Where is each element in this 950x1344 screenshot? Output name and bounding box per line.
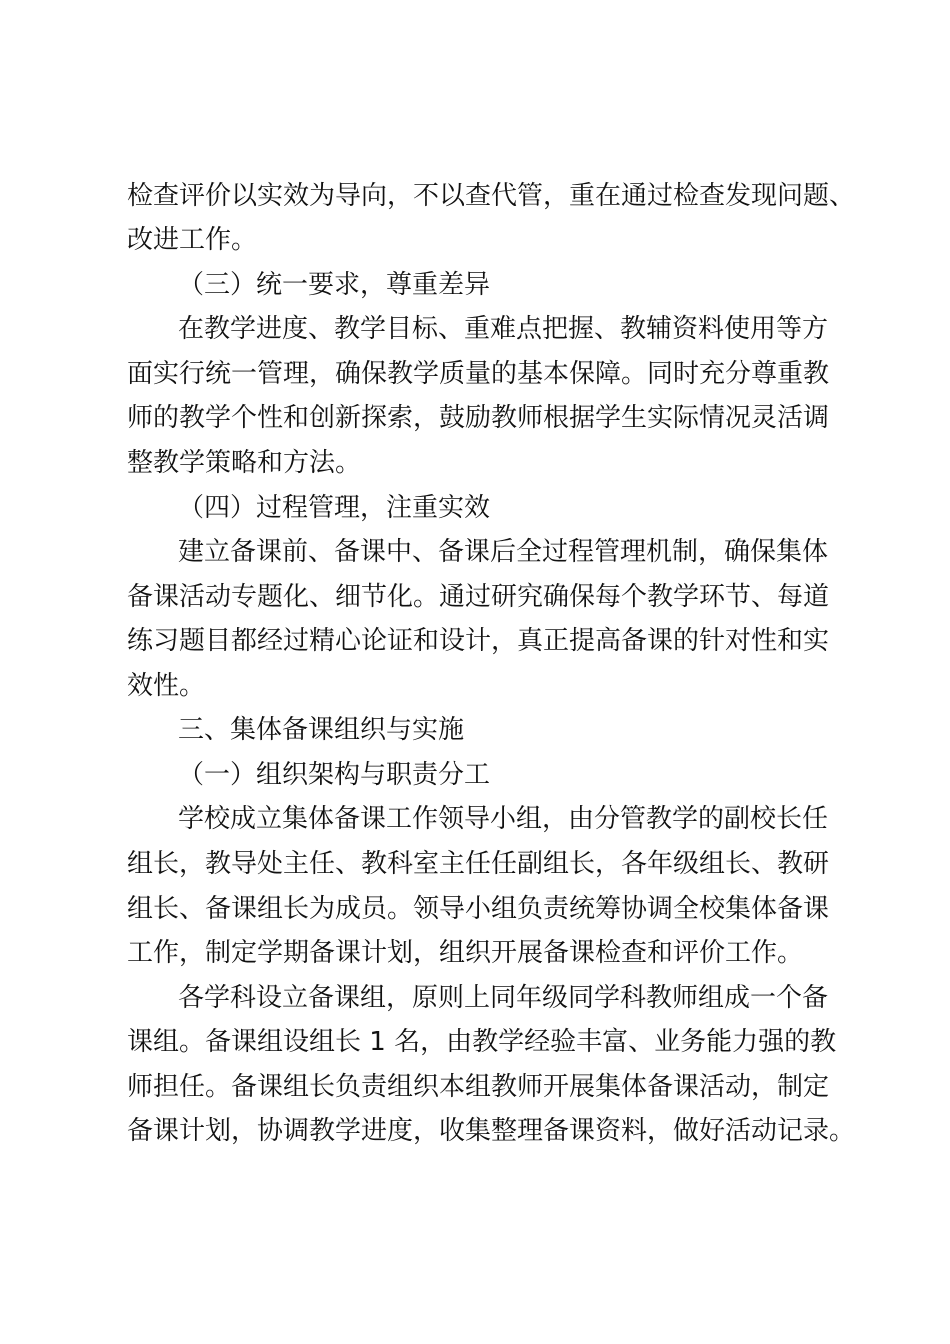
paragraph-first-line: 在教学进度、教学目标、重难点把握、教辅资料使用等方 <box>178 314 829 344</box>
section-heading: （四）过程管理，注重实效 <box>178 493 491 523</box>
text-line: 面实行统一管理，确保教学质量的基本保障。同时充分尊重教 <box>127 359 830 389</box>
paragraph-first-line: 学校成立集体备课工作领导小组，由分管教学的副校长任 <box>178 804 829 834</box>
section-heading: （三）统一要求，尊重差异 <box>178 270 491 300</box>
text-line: 整教学策略和方法。 <box>127 448 362 478</box>
section-heading: （一）组织架构与职责分工 <box>178 760 491 790</box>
text-line: 工作，制定学期备课计划，组织开展备课检查和评价工作。 <box>127 938 804 968</box>
paragraph-first-line: 建立备课前、备课中、备课后全过程管理机制，确保集体 <box>178 537 829 567</box>
text-line: 备课活动专题化、细节化。通过研究确保每个教学环节、每道 <box>127 582 830 612</box>
text-line: 检查评价以实效为导向，不以查代管，重在通过检查发现问题、 <box>127 181 856 211</box>
text-line: 组长，教导处主任、教科室主任任副组长，各年级组长、教研 <box>127 849 830 879</box>
text-line: 师的教学个性和创新探索，鼓励教师根据学生实际情况灵活调 <box>127 403 830 433</box>
text-line: 课组。备课组设组长 1 名，由教学经验丰富、业务能力强的教 <box>127 1027 837 1057</box>
text-line: 练习题目都经过精心论证和设计，真正提高备课的针对性和实 <box>127 626 830 656</box>
text-line: 备课计划，协调教学进度，收集整理备课资料，做好活动记录。 <box>127 1116 856 1146</box>
text-line: 组长、备课组长为成员。领导小组负责统筹协调全校集体备课 <box>127 894 830 924</box>
text-line: 改进工作。 <box>127 225 258 255</box>
text-line: 效性。 <box>127 671 206 701</box>
text-line: 师担任。备课组长负责组织本组教师开展集体备课活动，制定 <box>127 1072 830 1102</box>
paragraph-first-line: 各学科设立备课组，原则上同年级同学科教师组成一个备 <box>178 983 829 1013</box>
chapter-heading: 三、集体备课组织与实施 <box>178 715 465 745</box>
